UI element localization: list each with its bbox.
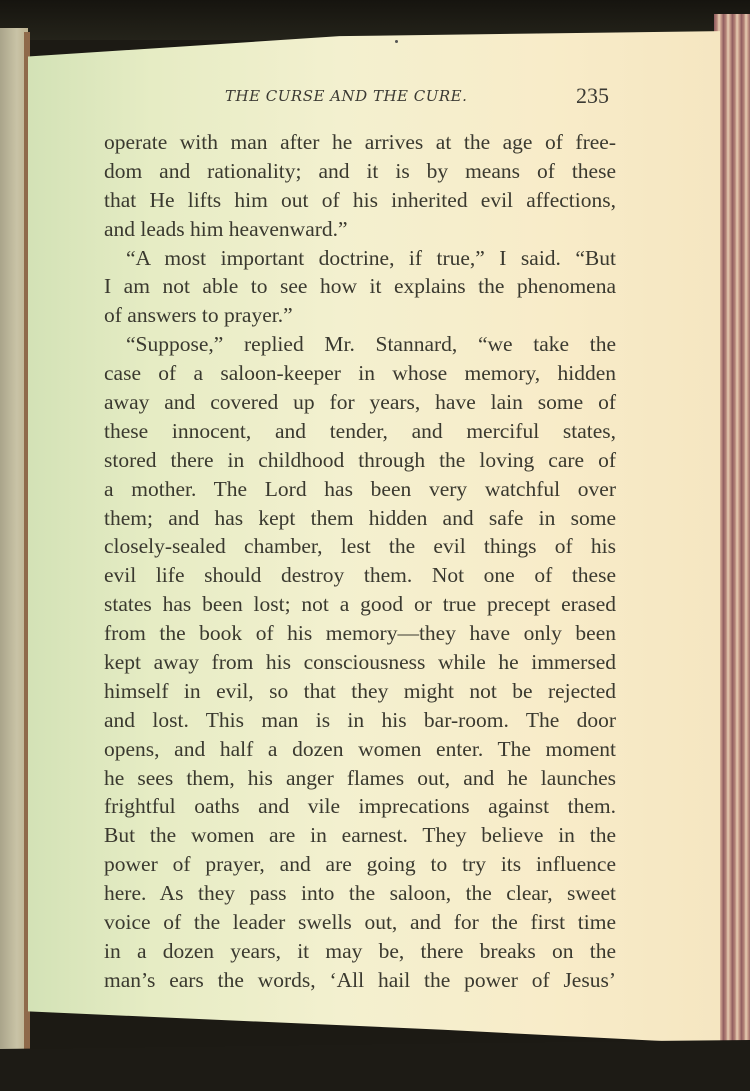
text-line: dom and rationality; and it is by means of these — [104, 158, 616, 183]
text-line: stored there in childhood through the loving care of — [104, 447, 616, 472]
text-line: “A most important doctrine, if true,” I said. “But — [126, 245, 616, 270]
text-line: that He lifts him out of his inherited evil affections, — [104, 187, 616, 212]
text-line: frightful oaths and vile imprecations against them. — [104, 794, 616, 819]
text-line: I am not able to see how it explains the phenomena — [104, 274, 616, 299]
text-line: them; and has kept them hidden and safe in some — [104, 505, 616, 530]
text-line: power of prayer, and are going to try its influence — [104, 852, 616, 877]
text-line: here. As they pass into the saloon, the clear, sweet — [104, 881, 616, 906]
text-line: case of a saloon-keeper in whose memory, hidden — [104, 361, 616, 386]
text-line: But the women are in earnest. They believe in the — [104, 823, 616, 848]
scan-background-bottom — [0, 1031, 750, 1091]
text-line: evil life should destroy them. Not one of these — [104, 563, 616, 588]
text-line: and lost. This man is in his bar-room. The door — [104, 707, 616, 732]
text-line: a mother. The Lord has been very watchful over — [104, 476, 616, 501]
text-line: kept away from his consciousness while he immersed — [104, 650, 616, 675]
text-line: closely-sealed chamber, lest the evil things of his — [104, 534, 616, 559]
text-line: away and covered up for years, have lain some of — [104, 390, 616, 415]
text-line: states has been lost; not a good or true precept erased — [104, 592, 616, 617]
running-title: THE CURSE AND THE CURE. — [225, 87, 468, 105]
text-line: in a dozen years, it may be, there breaks on the — [104, 938, 616, 963]
text-line: “Suppose,” replied Mr. Stannard, “we take the — [126, 332, 616, 357]
text-line: himself in evil, so that they might not be rejected — [104, 678, 616, 703]
text-line: of answers to prayer.” — [104, 303, 293, 328]
text-line: and leads him heavenward.” — [104, 216, 348, 241]
running-head — [100, 83, 620, 113]
text-line: man’s ears the words, ‘All hail the power of Jesus’ — [104, 967, 616, 992]
text-line: opens, and half a dozen women enter. The moment — [104, 736, 616, 761]
speck — [395, 40, 398, 43]
text-line: from the book of his memory—they have only been — [104, 621, 616, 646]
text-line: he sees them, his anger flames out, and he launches — [104, 765, 616, 790]
body-text — [104, 128, 616, 995]
page-number: 235 — [576, 83, 609, 108]
text-line: voice of the leader swells out, and for the first time — [104, 910, 616, 935]
text-line: these innocent, and tender, and merciful states, — [104, 418, 616, 443]
text-line: operate with man after he arrives at the age of free- — [104, 130, 616, 154]
